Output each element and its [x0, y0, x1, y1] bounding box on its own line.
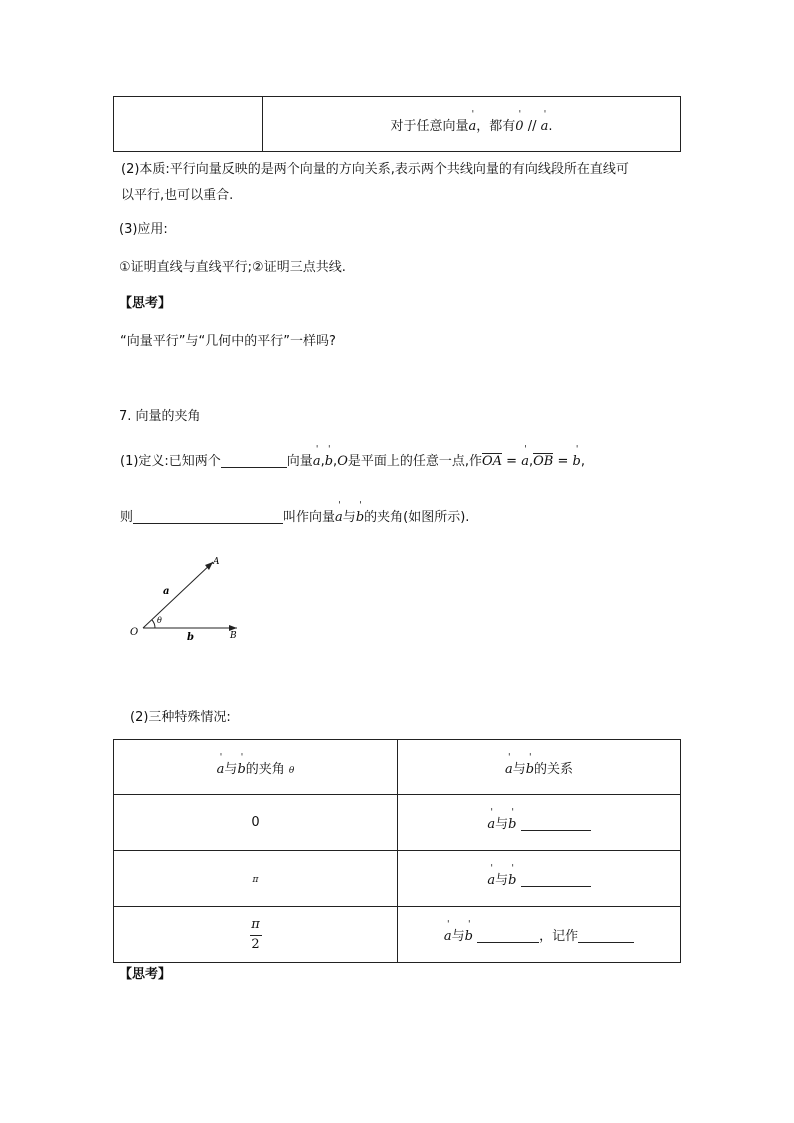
think-title-2: 【思考】: [119, 967, 172, 982]
point-o: O: [337, 454, 348, 469]
application-title: (3)应用:: [119, 222, 168, 237]
label-b-point: B: [230, 631, 237, 641]
conjunction: 与: [495, 873, 509, 888]
vector-a: ' a: [487, 873, 495, 888]
conjunction: 与: [495, 817, 509, 832]
definition-line: [120, 450, 585, 469]
definition2-text-3: 的夹角(如图所示).: [364, 510, 470, 525]
relation-cell: [398, 851, 681, 907]
vector-a: ' a: [505, 762, 513, 777]
vector-a: ' a: [541, 119, 549, 134]
notation-text: ，记作: [539, 929, 579, 944]
angle-cell: [114, 851, 398, 907]
angle-value: 0: [251, 815, 260, 830]
vector-a: ' a: [521, 454, 529, 469]
equals: =: [553, 454, 573, 469]
fraction-numerator: π: [251, 917, 260, 933]
blank-line: [477, 928, 539, 943]
vector-b: ' b: [237, 762, 245, 777]
label-vector-b: b: [187, 632, 194, 643]
table-row: [114, 907, 681, 963]
essence-line-1: (2)本质:平行向量反映的是两个向量的方向关系,表示两个共线向量的有向线段所在直线可: [121, 162, 629, 177]
conjunction: 与: [342, 510, 356, 525]
comma: ,: [320, 454, 325, 469]
vector-b: ' b: [508, 873, 516, 888]
fraction: [250, 918, 262, 952]
special-cases-title: (2)三种特殊情况:: [130, 710, 231, 725]
conjunction: 与: [224, 761, 238, 777]
vector-oa: OA: [482, 454, 503, 469]
top-table-left-cell: [114, 97, 263, 152]
blank-line: [221, 453, 287, 468]
essence-line-2: 以平行,也可以重合.: [121, 188, 234, 203]
comma: ,: [580, 454, 585, 469]
definition-text-2: 向量: [286, 454, 313, 469]
vector-ob: OB: [533, 454, 554, 469]
zero-vector: ' 0: [515, 119, 523, 134]
table-row: [114, 795, 681, 851]
equals: =: [502, 454, 522, 469]
top-table-prefix: 对于任意向量: [390, 118, 469, 134]
vector-a: ' a: [335, 510, 343, 525]
definition2-text-2: 叫作向量: [283, 510, 336, 525]
label-theta: θ: [157, 616, 162, 625]
comma: ,: [528, 454, 534, 469]
theta-symbol: θ: [288, 765, 295, 776]
angle-cell: [114, 795, 398, 851]
label-vector-a: a: [163, 586, 170, 597]
header-left-cell: [114, 740, 398, 795]
think-question-1: “向量平行”与“几何中的平行”一样吗?: [120, 334, 336, 349]
conjunction: 与: [451, 929, 465, 944]
vector-b: ' b: [465, 929, 473, 944]
header-left-text: 的夹角: [245, 761, 285, 777]
blank-line: [521, 816, 591, 831]
special-cases-table: [113, 739, 681, 963]
fraction-denominator: 2: [251, 936, 260, 952]
vector-b: ' b: [356, 510, 364, 525]
think-title-1: 【思考】: [119, 296, 172, 311]
angle-value: π: [252, 875, 259, 885]
top-table-middle: ，都有: [476, 118, 516, 134]
vector-b: ' b: [526, 762, 534, 777]
definition-text-3: 是平面上的任意一点,作: [347, 454, 482, 469]
header-right-cell: [398, 740, 681, 795]
relation-cell: [398, 907, 681, 963]
definition2-text-1: 则: [120, 510, 134, 525]
top-table-suffix: .: [548, 118, 553, 134]
vector-b: ' b: [508, 817, 516, 832]
vector-a: ' a: [487, 817, 495, 832]
application-content: ①证明直线与直线平行;②证明三点共线.: [119, 260, 346, 275]
blank-line: [133, 509, 283, 524]
header-right-text: 的关系: [534, 761, 574, 777]
ray-oa: [143, 562, 213, 628]
parallel-symbol: //: [523, 118, 541, 134]
top-table-right-cell: [263, 97, 681, 152]
definition-line-2: [120, 506, 469, 525]
table-row: [114, 851, 681, 907]
blank-line: [578, 928, 634, 943]
comma: ,: [333, 454, 338, 469]
section-7-title: 7. 向量的夹角: [119, 409, 201, 424]
conjunction: 与: [512, 761, 526, 777]
vector-a: ' a: [313, 454, 321, 469]
angle-figure: [125, 550, 255, 650]
label-a-point: A: [213, 557, 220, 567]
angle-arc: [152, 620, 155, 628]
vector-a: ' a: [444, 929, 452, 944]
vector-a: ' a: [469, 119, 477, 134]
top-table: [113, 96, 681, 152]
vector-b: ' b: [573, 454, 581, 469]
definition-text-1: (1)定义:已知两个: [120, 454, 221, 469]
blank-line: [521, 872, 591, 887]
angle-cell: [114, 907, 398, 963]
relation-cell: [398, 795, 681, 851]
vector-b: ' b: [325, 454, 333, 469]
label-o-point: O: [130, 627, 139, 638]
vector-a: ' a: [217, 762, 225, 777]
essence-paragraph: [121, 157, 681, 209]
table-header-row: [114, 740, 681, 795]
